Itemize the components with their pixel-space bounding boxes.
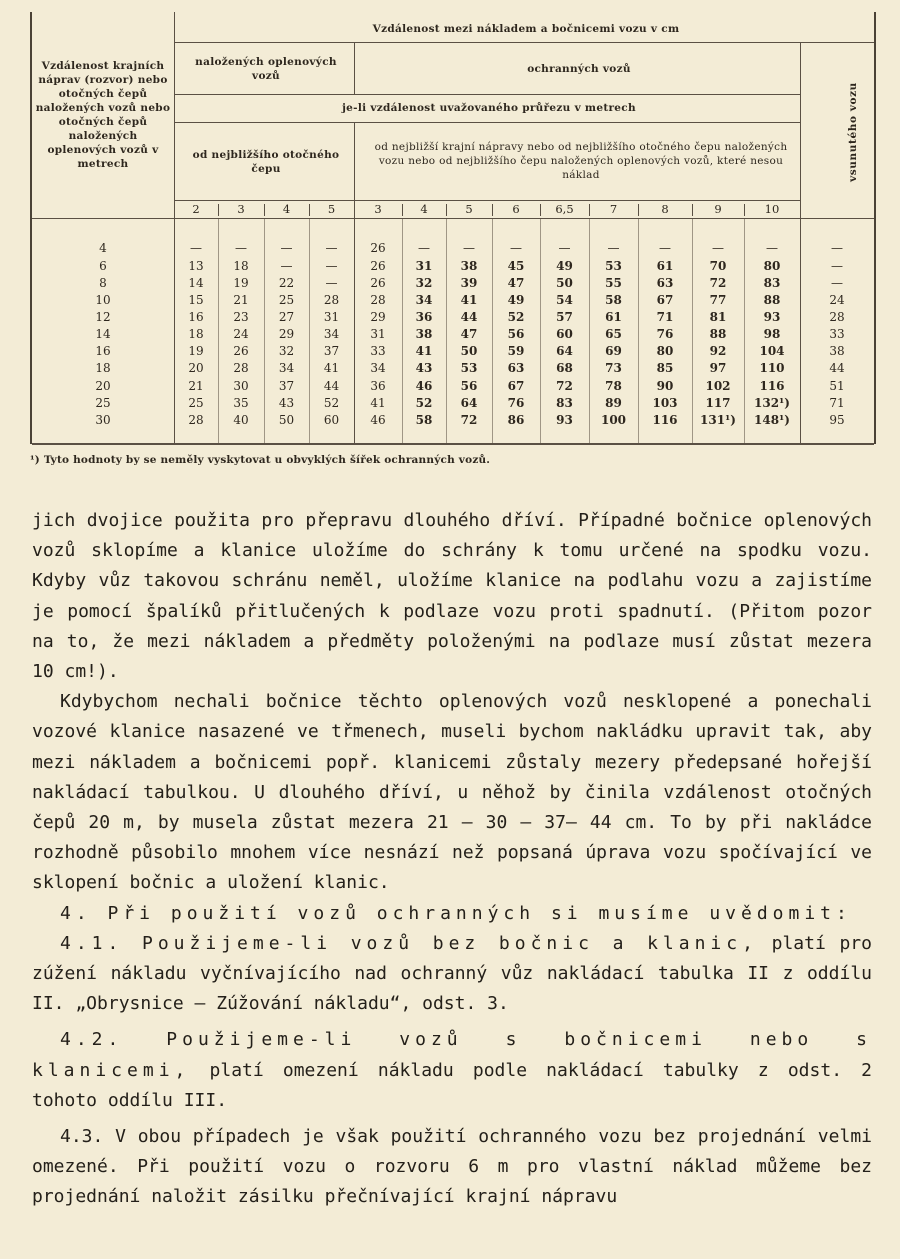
table-cell: 34	[278, 361, 295, 375]
paragraph-rest: platí omezení nákladu podle nakládací tabulky z odst. 2 tohoto oddílu III.	[32, 1059, 873, 1111]
table-cell: 49	[507, 293, 525, 307]
column-label: 5	[465, 202, 473, 216]
spaced-lead: 4.1. Použijeme-li vozů bez bočnic a klanic,	[60, 932, 758, 954]
table-cell: 64	[556, 344, 573, 358]
table-cell: 20	[188, 361, 204, 375]
table-cell: 31	[323, 310, 340, 324]
rule	[354, 42, 355, 94]
table-cell: 72	[556, 379, 573, 393]
table-cell: —	[558, 241, 571, 255]
row-distance: 14	[95, 327, 111, 341]
rule	[589, 204, 590, 216]
table-cell: 26	[370, 259, 386, 273]
rule	[402, 204, 403, 216]
rule	[174, 42, 874, 43]
table-cell: 46	[370, 413, 386, 427]
table-row	[32, 240, 874, 256]
table-cell: 32	[415, 276, 433, 290]
rule	[492, 204, 493, 216]
table-cell: 95	[829, 413, 845, 427]
table-cell: 44	[460, 310, 478, 324]
table-cell: 40	[233, 413, 249, 427]
table-cell: —	[325, 259, 338, 273]
table-cell: 54	[556, 293, 573, 307]
table-cell: 80	[656, 344, 674, 358]
table-cell: 45	[507, 259, 525, 273]
table-cell: 34	[370, 361, 386, 375]
table-cell: 131¹)	[700, 413, 736, 427]
rule	[174, 94, 800, 95]
column-label: 6,5	[555, 202, 574, 216]
rule	[264, 204, 265, 216]
table-cell: 21	[188, 379, 204, 393]
table-cell: 72	[709, 276, 727, 290]
table-cell: 68	[556, 361, 573, 375]
row-distance: 18	[95, 361, 111, 375]
body-text	[32, 506, 872, 1213]
group-ochran-header: ochranných vozů	[527, 63, 631, 75]
table-cell: 70	[709, 259, 727, 273]
table-cell: 41	[460, 293, 478, 307]
row-distance: 16	[95, 344, 111, 358]
table-cell: 78	[605, 379, 622, 393]
table-cell: 31	[415, 259, 433, 273]
table-cell: 49	[556, 259, 573, 273]
table-cell: 23	[233, 310, 249, 324]
table-cell: 103	[652, 396, 678, 410]
table-cell: 31	[370, 327, 386, 341]
table-cell: 61	[605, 310, 622, 324]
table-cell: 104	[759, 344, 785, 358]
table-cell: —	[607, 241, 620, 255]
table-cell: 18	[188, 327, 204, 341]
loading-table	[30, 12, 876, 444]
table-cell: 60	[556, 327, 573, 341]
rule	[692, 218, 693, 444]
table-cell: 69	[605, 344, 622, 358]
table-cell: 32	[278, 344, 295, 358]
table-cell: 38	[829, 344, 845, 358]
table-cell: 83	[556, 396, 573, 410]
table-cell: 28	[829, 310, 845, 324]
column-label: 5	[327, 202, 336, 216]
table-row	[32, 412, 874, 428]
table-cell: 19	[188, 344, 204, 358]
table-cell: 100	[600, 413, 627, 427]
table-cell: 36	[370, 379, 386, 393]
rule	[446, 218, 447, 444]
table-cell: 47	[460, 327, 478, 341]
table-cell: 57	[556, 310, 573, 324]
table-cell: 52	[323, 396, 340, 410]
table-cell: —	[325, 241, 338, 255]
table-cell: 63	[507, 361, 525, 375]
table-cell: 37	[278, 379, 295, 393]
table-cell: 73	[605, 361, 622, 375]
table-cell: 22	[278, 276, 295, 290]
table-cell: 72	[460, 413, 478, 427]
table-cell: 56	[460, 379, 478, 393]
table-cell: —	[831, 241, 843, 255]
rule	[540, 218, 541, 444]
table-cell: 19	[233, 276, 249, 290]
table-cell: 34	[415, 293, 433, 307]
rule	[692, 204, 693, 216]
table-cell: 88	[763, 293, 781, 307]
table-cell: 116	[759, 379, 785, 393]
table-cell: 65	[605, 327, 622, 341]
table-cell: 28	[323, 293, 340, 307]
table-cell: 53	[605, 259, 622, 273]
table-cell: 44	[829, 361, 845, 375]
table-cell: 33	[829, 327, 845, 341]
column-label: 6	[512, 202, 520, 216]
rule	[744, 204, 745, 216]
group-oplen-header: naložených oplenových vozů	[195, 56, 337, 82]
table-cell: 85	[656, 361, 674, 375]
table-cell: 148¹)	[754, 413, 790, 427]
table-cell: —	[510, 241, 522, 255]
table-cell: 41	[370, 396, 386, 410]
table-cell: 13	[188, 259, 204, 273]
table-cell: 25	[278, 293, 295, 307]
row-distance: 25	[95, 396, 111, 410]
column-label: 3	[237, 202, 245, 216]
table-cell: 52	[507, 310, 525, 324]
table-row	[32, 360, 874, 376]
spaced-lead: 4.2. Použijeme-li vozů s bočnicemi nebo s klanicemi,	[32, 1029, 872, 1081]
table-cell: 97	[709, 361, 727, 375]
table-cell: 37	[323, 344, 340, 358]
table-cell: 117	[705, 396, 731, 410]
table-cell: 64	[460, 396, 478, 410]
table-cell: 60	[323, 413, 340, 427]
table-cell: —	[280, 241, 293, 255]
table-cell: 28	[233, 361, 249, 375]
table-cell: 27	[278, 310, 295, 324]
table-cell: 34	[323, 327, 340, 341]
table-cell: —	[190, 241, 202, 255]
table-cell: —	[831, 259, 843, 273]
table-cell: 24	[233, 327, 249, 341]
table-row	[32, 326, 874, 342]
distance-column-header: Vzdálenost krajních náprav (rozvor) nebo otočných čepů naložených vozů nebo otočných čepů naložených oplenových vozů v metrech	[35, 60, 171, 170]
table-cell: 67	[507, 379, 525, 393]
rule	[638, 204, 639, 216]
table-cell: —	[463, 241, 475, 255]
table-cell: —	[325, 276, 338, 290]
table-cell: 26	[370, 276, 386, 290]
rule	[174, 122, 800, 123]
rule	[446, 204, 447, 216]
column-label: 2	[192, 202, 200, 216]
rule	[264, 218, 265, 444]
row-distance: 12	[95, 310, 111, 324]
table-cell: 53	[460, 361, 478, 375]
table-cell: 56	[507, 327, 525, 341]
row-distance: 6	[99, 259, 107, 273]
table-cell: 38	[460, 259, 478, 273]
table-cell: 35	[233, 396, 249, 410]
table-cell: 58	[605, 293, 622, 307]
row-distance: 20	[95, 379, 111, 393]
paragraph: jich dvojice použita pro přepravu dlouhého dříví. Případné bočnice oplenových vozů sklopíme a klanice uložíme do schrány k tomu určené na spodku vozu. Kdyby vůz takovou schránu neměl, uložíme klanice na podlahu vozu a zajistíme je pomocí špalíků přitlučených k podlaze vozu proti spadnutí. (Přitom pozor na to, že mezi nákladem a předměty položenými na podlaze musí zůstat mezera 10 cm!).	[32, 510, 872, 683]
table-cell: 30	[233, 379, 249, 393]
table-cell: 88	[709, 327, 727, 341]
column-label: 10	[764, 202, 780, 216]
table-cell: 39	[460, 276, 478, 290]
rule	[32, 443, 874, 445]
paragraph: Kdybychom nechali bočnice těchto oplenových vozů nesklopené a ponechali vozové klanice nasazené ve třmenech, museli bychom nakládku upravit tak, aby mezi nákladem a bočnicemi popř. klanicemi zůstaly mezery předepsané hořejší nakládací tabulkou. U dlouhého dříví, u něhož by činila vzdálenost otočných čepů 20 m, by musela zůstat mezera 21 — 30 — 37— 44 cm. To by při nakládce rozhodně působilo mnohem více nesnází než popsaná úprava vozu spočívající ve sklopení bočnic a uložení klanic.	[32, 691, 872, 894]
row-distance: 4	[99, 241, 107, 255]
table-cell: 18	[233, 259, 249, 273]
table-cell: 28	[188, 413, 204, 427]
table-cell: 21	[233, 293, 249, 307]
table-cell: 26	[370, 241, 386, 255]
table-cell: 93	[556, 413, 573, 427]
table-cell: 33	[370, 344, 386, 358]
table-cell: 36	[415, 310, 433, 324]
table-cell: 26	[233, 344, 249, 358]
column-label: 8	[661, 202, 669, 216]
paragraph	[32, 1025, 872, 1116]
rule	[744, 218, 745, 444]
table-cell: 46	[415, 379, 433, 393]
table-cell: 90	[656, 379, 674, 393]
table-cell: 43	[415, 361, 433, 375]
table-cell: 71	[656, 310, 674, 324]
paragraph-heading: 4. Při použití vozů ochranných si musíme uvědomit:	[60, 902, 852, 924]
table-cell: 83	[763, 276, 781, 290]
table-row	[32, 378, 874, 394]
table-cell: 92	[709, 344, 727, 358]
paragraph	[32, 929, 872, 1020]
rule	[309, 204, 310, 216]
table-cell: 58	[415, 413, 433, 427]
table-cell: —	[280, 259, 293, 273]
group-vsunuty-header: vsunutého vozu	[847, 82, 859, 182]
table-cell: 76	[656, 327, 674, 341]
rule	[540, 204, 541, 216]
rule	[492, 218, 493, 444]
table-cell: —	[659, 241, 671, 255]
table-cell: 29	[278, 327, 295, 341]
table-cell: 132¹)	[754, 396, 790, 410]
table-cell: 14	[188, 276, 204, 290]
table-row	[32, 309, 874, 325]
table-cell: 93	[763, 310, 781, 324]
rule	[589, 218, 590, 444]
table-row	[32, 292, 874, 308]
table-cell: 98	[763, 327, 781, 341]
table-row	[32, 343, 874, 359]
rule	[218, 218, 219, 444]
rule	[309, 218, 310, 444]
table-cell: 61	[656, 259, 674, 273]
column-label: 4	[282, 202, 291, 216]
table-cell: 16	[188, 310, 204, 324]
table-cell: 38	[415, 327, 433, 341]
table-footnote: ¹) Tyto hodnoty by se neměly vyskytovat u obvyklých šířek ochranných vozů.	[30, 454, 491, 466]
table-cell: —	[766, 241, 778, 255]
row-distance: 8	[99, 276, 107, 290]
table-cell: 59	[507, 344, 525, 358]
column-label: 9	[714, 202, 722, 216]
table-cell: 50	[556, 276, 573, 290]
table-cell: —	[712, 241, 724, 255]
subheader-distance: je-li vzdálenost uvažovaného průřezu v metrech	[342, 102, 636, 114]
rule	[218, 204, 219, 216]
table-cell: 28	[370, 293, 386, 307]
sub-ochran-header: od nejbližší krajní nápravy nebo od nejbližšího otočného čepu naložených vozu nebo od nejbližšího čepu naložených oplenových vozů, které nesou náklad	[374, 141, 788, 181]
table-cell: 29	[370, 310, 386, 324]
table-cell: 43	[278, 396, 295, 410]
top-header: Vzdálenost mezi nákladem a bočnicemi vozu v cm	[372, 23, 680, 35]
table-cell: 89	[605, 396, 622, 410]
table-cell: —	[831, 276, 843, 290]
table-cell: 50	[460, 344, 478, 358]
table-cell: 47	[507, 276, 525, 290]
table-cell: 116	[652, 413, 678, 427]
table-cell: 50	[278, 413, 295, 427]
rule	[32, 218, 874, 219]
table-cell: 77	[709, 293, 727, 307]
table-cell: 15	[188, 293, 204, 307]
column-label: 3	[374, 202, 382, 216]
sub-oplen-header: od nejbližšího otočného čepu	[192, 149, 340, 175]
table-cell: —	[418, 241, 430, 255]
table-cell: 80	[763, 259, 781, 273]
rule	[638, 218, 639, 444]
rule	[402, 218, 403, 444]
table-cell: 81	[709, 310, 727, 324]
table-cell: 76	[507, 396, 525, 410]
table-cell: 44	[323, 379, 340, 393]
row-distance: 10	[95, 293, 111, 307]
paragraph: 4.3. V obou případech je však použití ochranného vozu bez projednání velmi omezené. Při použití vozu o rozvoru 6 m pro vlastní náklad můžeme bez projednání naložit zásilku přečnívající krajní nápravu	[32, 1126, 872, 1208]
paragraph-rest: platí pro zúžení nákladu vyčnívajícího nad ochranný vůz nakládací tabulka II z oddílu II. „Obrysnice — Zúžování nákladu“, odst. 3.	[32, 932, 872, 1015]
table-cell: 55	[605, 276, 622, 290]
table-cell: 71	[829, 396, 845, 410]
table-cell: 63	[656, 276, 674, 290]
table-cell: 25	[188, 396, 204, 410]
table-cell: 41	[323, 361, 340, 375]
table-cell: 110	[759, 361, 785, 375]
table-row	[32, 395, 874, 411]
table-cell: 67	[656, 293, 674, 307]
table-cell: 41	[415, 344, 433, 358]
table-cell: 102	[705, 379, 731, 393]
column-label: 4	[420, 202, 428, 216]
table-row	[32, 258, 874, 274]
table-cell: 24	[829, 293, 845, 307]
table-cell: 86	[507, 413, 525, 427]
row-distance: 30	[95, 413, 111, 427]
table-cell: 52	[415, 396, 433, 410]
column-label: 7	[609, 202, 618, 216]
table-cell: —	[235, 241, 247, 255]
table-row	[32, 275, 874, 291]
table-cell: 51	[829, 379, 845, 393]
